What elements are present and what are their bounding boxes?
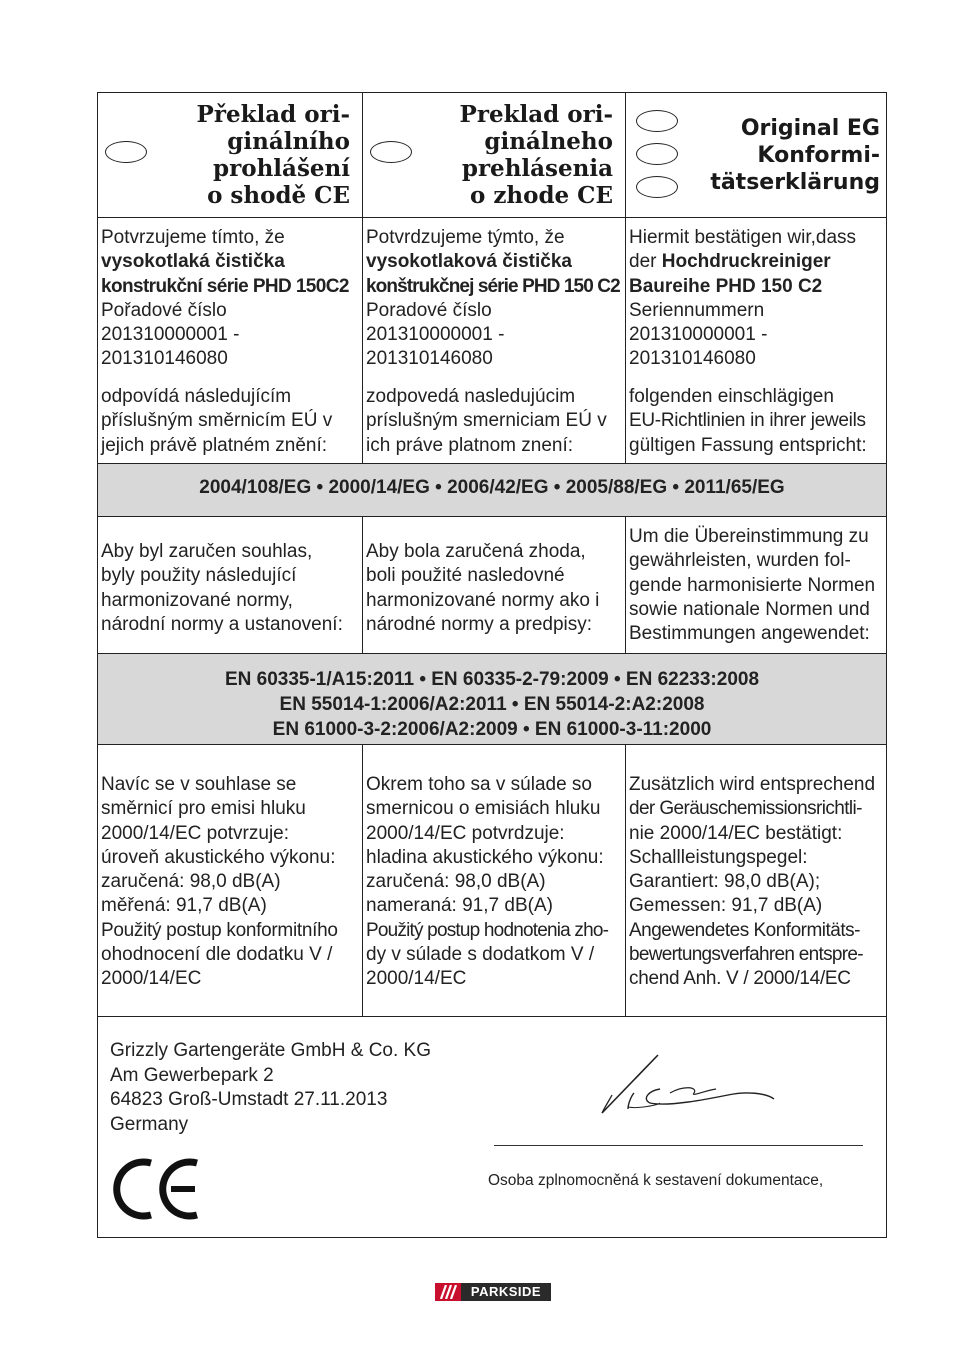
noise-sk: Okrem toho sa v súlade so smernicou o emisiách hluku 2000/14/EC potvrdzuje: hladina akustického výkonu: zaručená: 98,0 dB(A) nameraná: 91,7 dB(A) Použitý postup hodnotenia zho- dy v súlade s dodatkom V / 2000/14/EC [362,745,625,1016]
noise-row [98,744,886,1016]
directives-list: 2004/108/EG • 2000/14/EG • 2006/42/EG • 2005/88/EG • 2011/65/EG [199,477,785,498]
signature-image [598,1047,798,1122]
language-flag-ch [636,176,678,198]
harmonized-sk: Aby bola zaručená zhoda, boli použité nasledovné harmonizované normy ako i národné normy a predpisy: [362,517,625,653]
intro-de [625,218,886,463]
language-flag-sk [370,141,412,163]
intro-text-cz: Potvrzujeme tímto, že vysokotlaká čistička konstrukční série PHD 150C2 Pořadové číslo 201310000001 - 201310146080 [101,227,349,370]
comply-text-sk: zodpovedá nasledujúcim príslušným smerniciam EÚ v ich práve platnom znení: [366,386,607,456]
directives-band [98,463,886,516]
intro-text-sk: Potvrdzujeme týmto, že vysokotlaková čistička konštrukčnej série PHD 150 C2 Poradové číslo 201310000001 - 201310146080 [366,227,620,370]
declaration-table [97,92,887,1238]
intro-row [98,217,886,463]
header-de [625,93,886,217]
intro-sk [362,218,625,463]
signature-caption: Osoba zplnomocněná k sestavení dokumentace, [488,1172,824,1189]
signature-line [494,1145,863,1146]
harmonized-row [98,516,886,653]
header-title-sk: Preklad ori- ginálneho prehlásenia o zhode CE [459,101,613,209]
header-title-de: Original EG Konformi- tätserklärung [710,116,880,195]
manufacturer-address: Grizzly Gartengeräte GmbH & Co. KG Am Gewerbepark 2 64823 Groß-Umstadt 27.11.2013 Germany [110,1040,431,1135]
brand-name: PARKSIDE [461,1283,551,1301]
header-row [98,93,886,217]
language-flag-at [636,143,678,165]
norms-band [98,653,886,744]
header-cz [98,93,362,217]
logo-stripes-icon [435,1283,461,1301]
noise-de: Zusätzlich wird entsprechend der Geräuschemissionsrichtli- nie 2000/14/EC bestätigt: Schallleistungspegel: Garantiert: 98,0 dB(A); Gemessen: 91,7 dB(A) Angewendetes Konformitäts- bewertungsverfahren entspre- chend Anh. V / 2000/14/EC [625,745,886,1016]
intro-text-de: Hiermit bestätigen wir,dass der Hochdruckreiniger Baureihe PHD 150 C2 Seriennummern 201310000001 - 201310146080 [629,227,857,370]
comply-text-cz: odpovídá následujícím příslušným směrnicím EÚ v jejich právě platném znění: [101,386,333,456]
comply-text-de: folgenden einschlägigen EU-Richtlinien in ihrer jeweils gültigen Fassung entspricht: [629,386,867,456]
harmonized-de: Um die Übereinstimmung zu gewährleisten, wurden fol- gende harmonisierte Normen sowie nationale Normen und Bestimmungen angewendet: [625,517,886,653]
language-flag-de [636,110,678,132]
noise-cz: Navíc se v souhlase se směrnicí pro emisi hluku 2000/14/EC potvrzuje: úroveň akustického výkonu: zaručená: 98,0 dB(A) měřená: 91,7 dB(A) Použitý postup konformitního ohodnocení dle dodatku V / 2000/14/EC [101,774,338,990]
language-flag-cz [105,141,147,163]
footer-row [98,1016,886,1238]
harmonized-cz: Aby byl zaručen souhlas, byly použity následující harmonizované normy, národní normy a ustanovení: [101,541,343,635]
parkside-logo [435,1283,551,1301]
intro-cz [98,218,362,463]
header-title-cz: Překlad ori- ginálního prohlášení o shodě CE [196,101,350,209]
header-sk [362,93,625,217]
ce-mark-icon [113,1155,205,1223]
norms-list: EN 60335-1/A15:2011 • EN 60335-2-79:2009 • EN 62233:2008 EN 55014-1:2006/A2:2011 • EN 55014-2:A2:2008 EN 61000-3-2:2006/A2:2009 • EN 61000-3-11:2000 [224,669,760,740]
